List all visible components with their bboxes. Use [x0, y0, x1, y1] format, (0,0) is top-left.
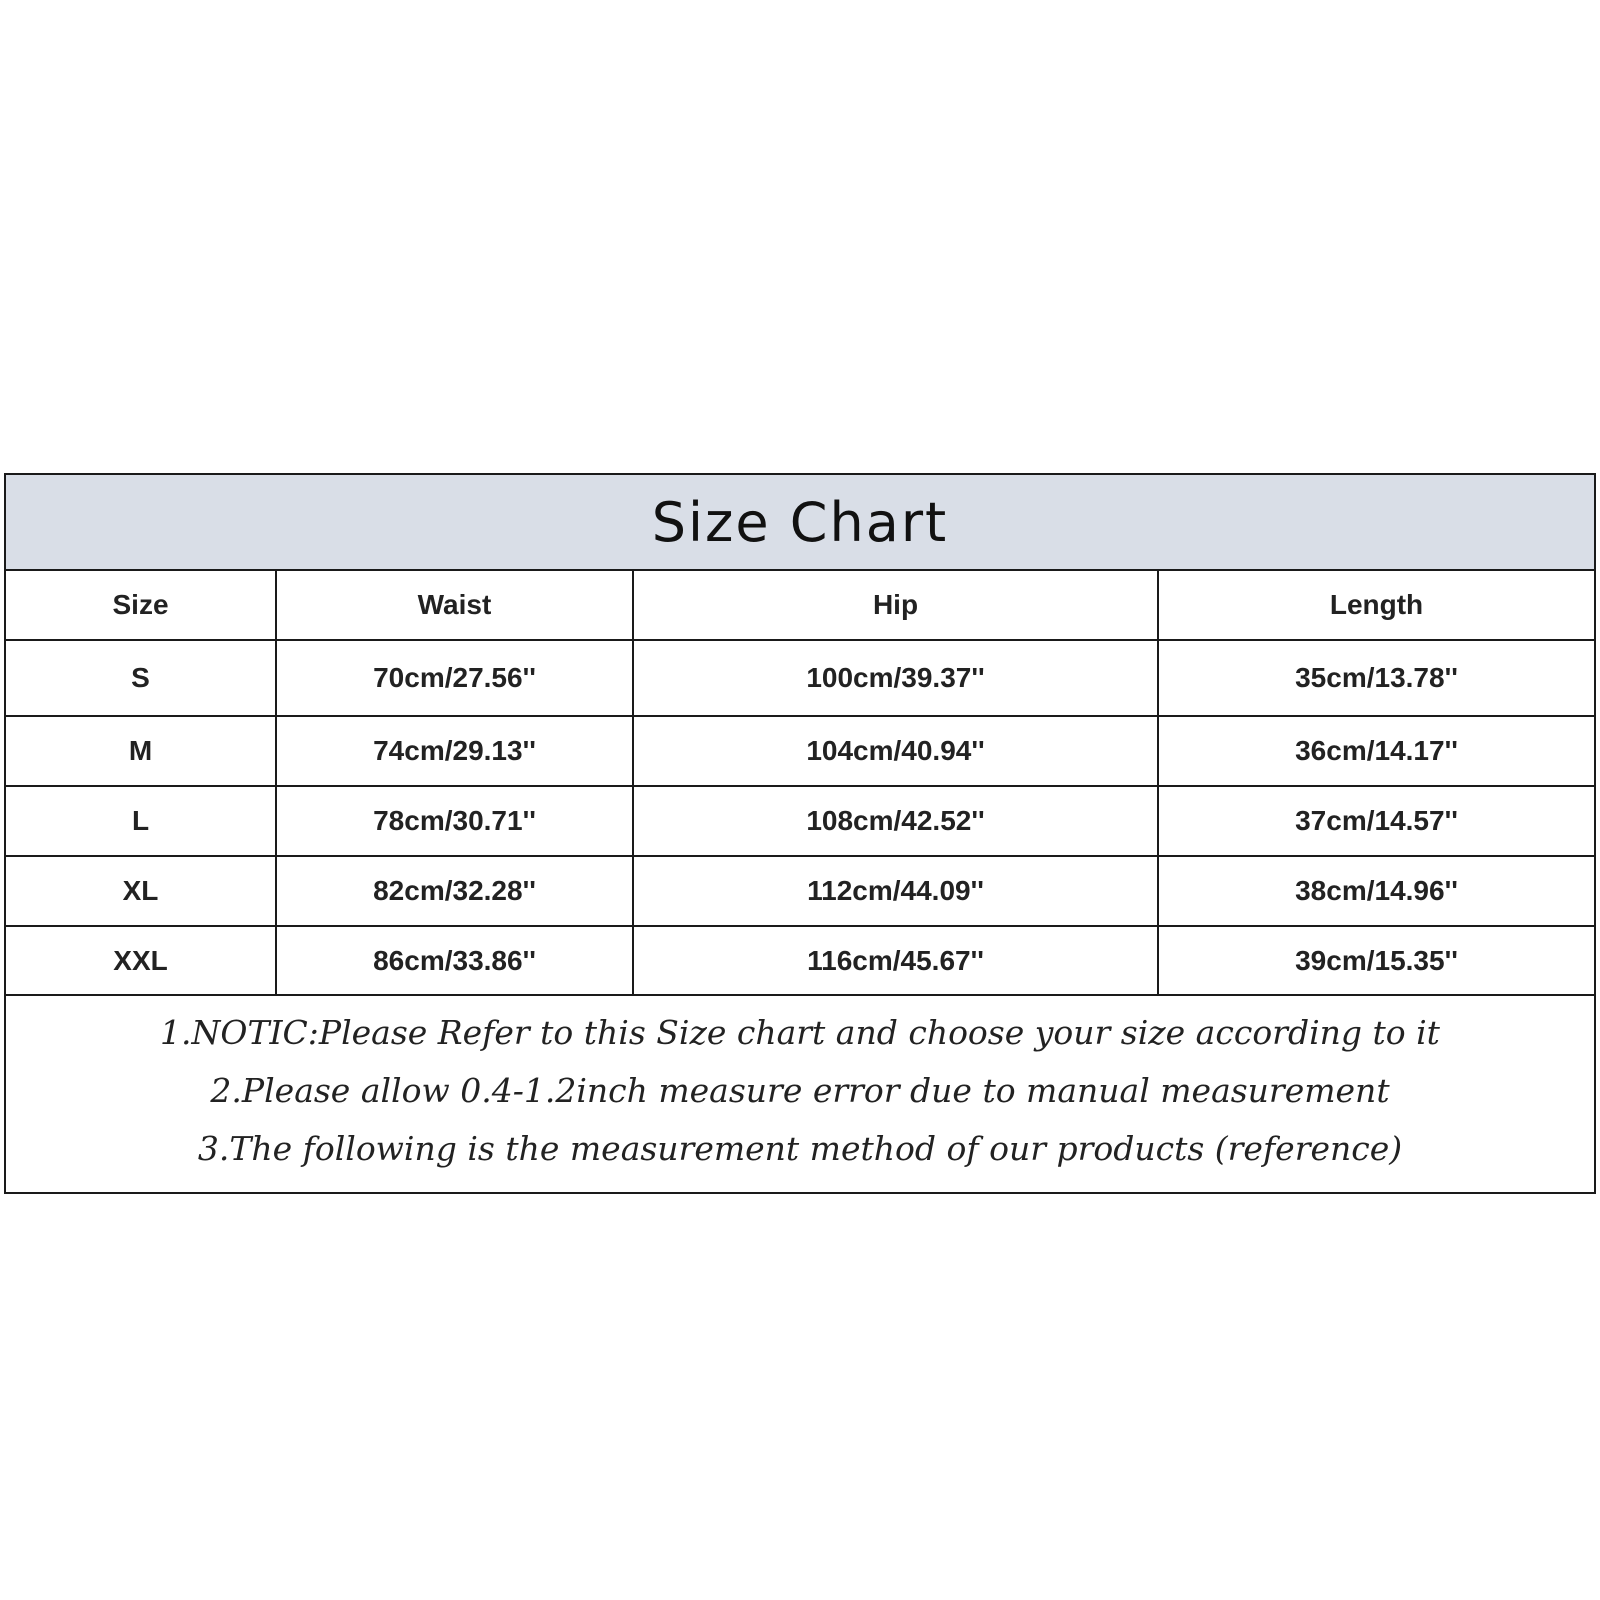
table-row [6, 640, 1594, 716]
cell-hip: 112cm/44.09'' [633, 856, 1158, 926]
table-row [6, 786, 1594, 856]
cell-waist: 86cm/33.86'' [276, 926, 633, 995]
cell-size: M [6, 716, 276, 786]
table-row [6, 926, 1594, 995]
cell-length: 39cm/15.35'' [1158, 926, 1594, 995]
note-line: 1.NOTIC:Please Refer to this Size chart and choose your size according to it [160, 1013, 1440, 1052]
header-size: Size [6, 571, 276, 640]
cell-length: 35cm/13.78'' [1158, 640, 1594, 716]
size-chart [4, 473, 1596, 1194]
cell-size: XL [6, 856, 276, 926]
cell-hip: 116cm/45.67'' [633, 926, 1158, 995]
cell-length: 36cm/14.17'' [1158, 716, 1594, 786]
cell-waist: 74cm/29.13'' [276, 716, 633, 786]
cell-waist: 70cm/27.56'' [276, 640, 633, 716]
cell-size: S [6, 640, 276, 716]
title-bar [6, 475, 1594, 571]
table-row [6, 856, 1594, 926]
header-waist: Waist [276, 571, 633, 640]
note-line: 2.Please allow 0.4-1.2inch measure error due to manual measurement [210, 1071, 1390, 1110]
cell-size: L [6, 786, 276, 856]
cell-size: XXL [6, 926, 276, 995]
size-table [6, 571, 1594, 996]
cell-length: 37cm/14.57'' [1158, 786, 1594, 856]
header-hip: Hip [633, 571, 1158, 640]
notes-section [6, 996, 1594, 1192]
header-length: Length [1158, 571, 1594, 640]
cell-waist: 82cm/32.28'' [276, 856, 633, 926]
table-header-row [6, 571, 1594, 640]
note-line: 3.The following is the measurement method of our products (reference) [197, 1129, 1403, 1168]
table-row [6, 716, 1594, 786]
cell-hip: 104cm/40.94'' [633, 716, 1158, 786]
cell-hip: 100cm/39.37'' [633, 640, 1158, 716]
cell-waist: 78cm/30.71'' [276, 786, 633, 856]
cell-hip: 108cm/42.52'' [633, 786, 1158, 856]
cell-length: 38cm/14.96'' [1158, 856, 1594, 926]
page-title: Size Chart [651, 490, 949, 554]
